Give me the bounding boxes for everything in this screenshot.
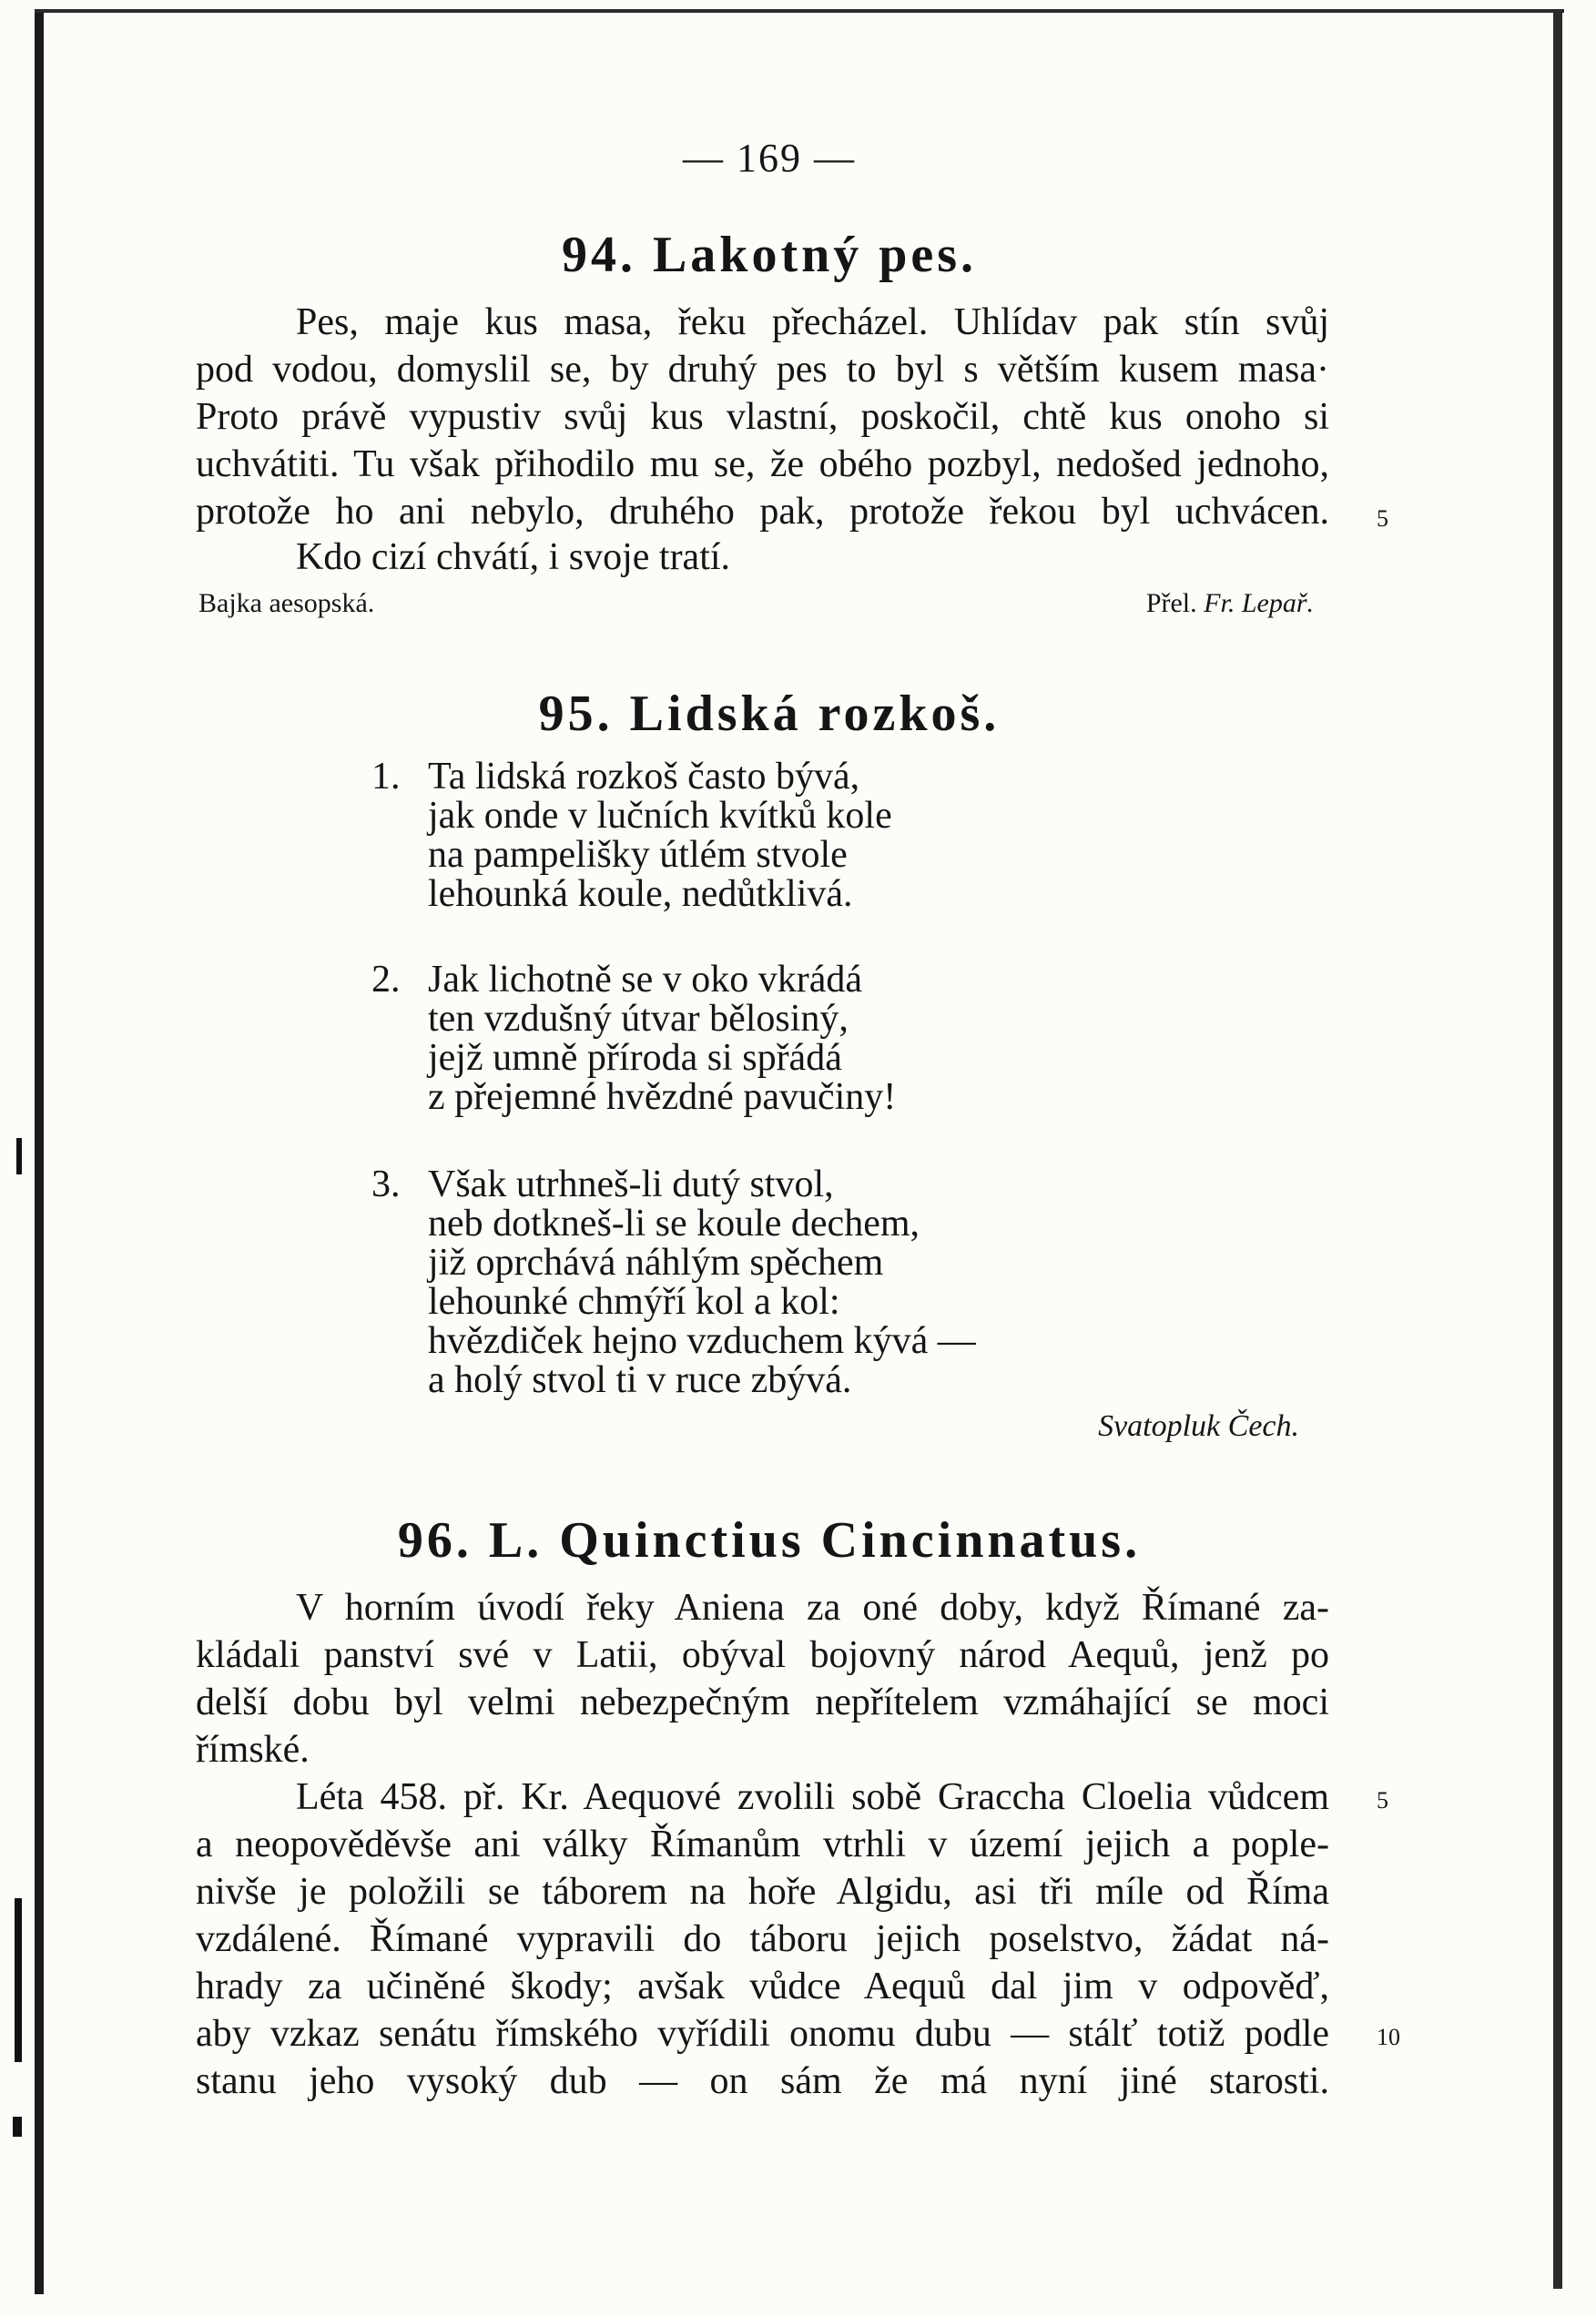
fable-moral: Kdo cizí chvátí, i svoje tratí. xyxy=(296,536,731,578)
verse-line: na pampelišky útlém stvole xyxy=(428,834,848,876)
verse-line: neb dotkneš-li se koule dechem, xyxy=(428,1203,920,1245)
text-line: a neopověděvše ani války Římanům vtrhli v území jejich a pople- xyxy=(196,1824,1329,1865)
text-line: protože ho ani nebylo, druhého pak, protože řekou byl uchvácen. xyxy=(196,491,1329,533)
text-line: Pes, maje kus masa, řeku přecházel. Uhlídav pak stín svůj xyxy=(296,301,1329,343)
text-line: V horním úvodí řeky Aniena za oné doby, když Římané za- xyxy=(296,1587,1329,1629)
poem-stanza xyxy=(371,756,892,915)
translator xyxy=(1146,588,1314,619)
page-edge-right xyxy=(1553,13,1562,2289)
stanza-number: 3. xyxy=(371,1164,401,1205)
text-line: aby vzkaz senátu římského vyřídili onomu dubu — stálť totiž podle xyxy=(196,2013,1329,2055)
text-line: stanu jeho vysoký dub — on sám že má nyní jiné starosti. xyxy=(196,2060,1329,2102)
page-edge-top xyxy=(35,9,1564,13)
text-line: nivše je položili se táborem na hoře Algidu, asi tři míle od Říma xyxy=(196,1871,1329,1913)
poem-author: Svatopluk Čech. xyxy=(1098,1409,1299,1443)
translator-name: Fr. Lepař. xyxy=(1204,588,1314,618)
stanza-number: 2. xyxy=(371,959,401,1001)
text-line: uchvátiti. Tu však přihodilo mu se, že obého pozbyl, nedošed jednoho, xyxy=(196,443,1329,485)
text-line: Léta 458. př. Kr. Aequové zvolili sobě Graccha Cloelia vůdcem xyxy=(296,1776,1329,1818)
text-line: pod vodou, domyslil se, by druhý pes to byl s větším kusem masa· xyxy=(196,349,1329,391)
verse-line: a holý stvol ti v ruce zbývá. xyxy=(428,1359,852,1401)
verse-line: ten vzdušný útvar bělosiný, xyxy=(428,998,849,1040)
section-paragraph xyxy=(196,1773,1329,2105)
scan-mark xyxy=(15,1898,22,2062)
stanza-number: 1. xyxy=(371,756,401,798)
text-line: kládali panství své v Latii, obýval bojovný národ Aequů, jenž po xyxy=(196,1634,1329,1676)
verse-line: z přejemné hvězdné pavučiny! xyxy=(428,1076,897,1118)
text-line: římské. xyxy=(196,1729,310,1771)
text-line: hrady za učiněné škody; avšak vůdce Aequů dal jim v odpověď, xyxy=(196,1966,1329,2007)
section-paragraph xyxy=(196,299,1329,535)
text-line: vzdálené. Římané vypravili do táboru jejich poselstvo, žádat ná- xyxy=(196,1918,1329,1960)
fable-source: Bajka aesopská. xyxy=(198,588,375,618)
page-edge-left xyxy=(35,9,44,2294)
section-paragraph xyxy=(196,1584,1329,1773)
line-margin-number: 5 xyxy=(1377,505,1388,532)
line-margin-number: 5 xyxy=(1377,1787,1388,1814)
scan-mark xyxy=(13,2117,22,2137)
page-number: — 169 — xyxy=(683,136,856,180)
poem-stanza xyxy=(371,1164,976,1401)
verse-line: jak onde v lučních kvítků kole xyxy=(428,795,892,837)
verse-line: již oprchává náhlým spěchem xyxy=(428,1242,884,1284)
verse-line: jejž umně příroda si spřádá xyxy=(428,1037,842,1079)
verse-line: Však utrhneš-li dutý stvol, xyxy=(428,1164,834,1205)
text-line: delší dobu byl velmi nebezpečným nepřítelem vzmáhající se moci xyxy=(196,1682,1329,1723)
verse-line: Jak lichotně se v oko vkrádá xyxy=(428,959,863,1001)
poem-stanza xyxy=(371,959,897,1118)
text-line: Proto právě vypustiv svůj kus vlastní, poskočil, chtě kus onoho si xyxy=(196,396,1329,438)
translator-prefix: Přel. xyxy=(1145,588,1197,618)
scan-mark xyxy=(16,1138,22,1174)
section-heading: 94. Lakotný pes. xyxy=(561,227,978,283)
section-heading: 95. Lidská rozkoš. xyxy=(538,686,1001,742)
line-margin-number: 10 xyxy=(1377,2024,1400,2050)
verse-line: hvězdiček hejno vzduchem kývá — xyxy=(428,1320,976,1362)
section-heading: 96. L. Quinctius Cincinnatus. xyxy=(397,1512,1142,1569)
verse-line: Ta lidská rozkoš často bývá, xyxy=(428,756,860,798)
verse-line: lehounká koule, nedůtklivá. xyxy=(428,873,853,915)
verse-line: lehounké chmýří kol a kol: xyxy=(428,1281,840,1323)
